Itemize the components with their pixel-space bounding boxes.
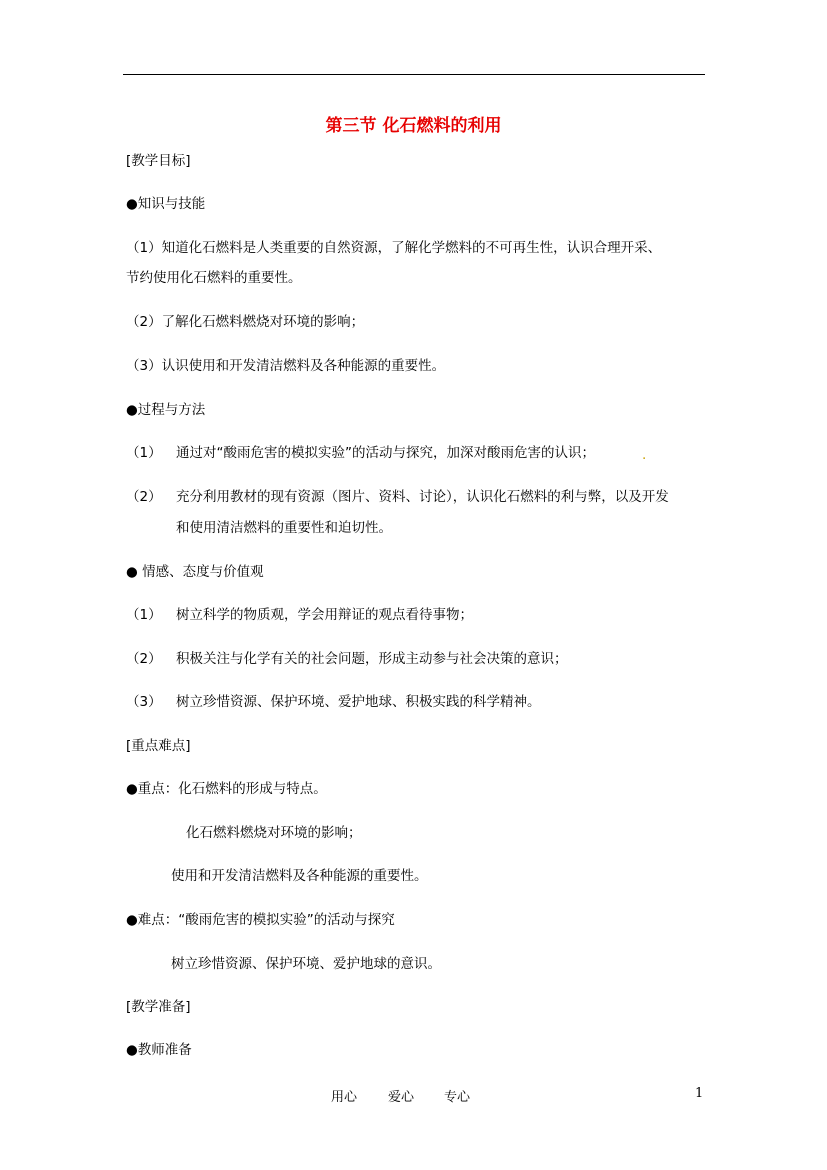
subheading-teacher-preparation: ●教师准备: [126, 1042, 192, 1058]
paragraph-line: （1）知道化石燃料是人类重要的自然资源，了解化学燃料的不可再生性，认识合理开采、: [126, 240, 662, 256]
section-heading-key-points: [重点难点]: [126, 738, 191, 754]
list-item: 树立科学的物质观，学会用辩证的观点看待事物；: [176, 607, 473, 623]
key-point-line: ●重点：化石燃料的形成与特点。: [126, 781, 327, 797]
footer-text: 专心: [444, 1090, 471, 1105]
subheading-process-methods: ●过程与方法: [126, 402, 206, 418]
list-item: 通过对“酸雨危害的模拟实验”的活动与探究，加深对酸雨危害的认识；: [176, 445, 595, 461]
list-item-continuation: 和使用清洁燃料的重要性和迫切性。: [176, 520, 392, 536]
paragraph-line: 节约使用化石燃料的重要性。: [126, 270, 302, 286]
footer-text: 爱心: [388, 1090, 415, 1105]
subheading-knowledge-skills: ●知识与技能: [126, 196, 206, 212]
list-item: 充分利用教材的现有资源（图片、资料、讨论），认识化石燃料的利与弊，以及开发: [176, 489, 669, 505]
list-marker: （1）: [126, 607, 162, 623]
page-title: 第三节 化石燃料的利用: [325, 116, 502, 136]
header-rule: [123, 74, 705, 75]
section-heading-preparation: [教学准备]: [126, 999, 191, 1015]
subheading-emotion-values: ● 情感、态度与价值观: [126, 564, 264, 580]
key-point-line: 化石燃料燃烧对环境的影响；: [186, 825, 362, 841]
difficulty-line: 树立珍惜资源、保护环境、爱护地球的意识。: [171, 956, 441, 972]
section-heading-objectives: [教学目标]: [126, 153, 191, 169]
paragraph-line: （3）认识使用和开发清洁燃料及各种能源的重要性。: [126, 358, 446, 374]
list-item: 积极关注与化学有关的社会问题，形成主动参与社会决策的意识；: [176, 651, 568, 667]
list-marker: （3）: [126, 694, 162, 710]
list-marker: （2）: [126, 489, 162, 505]
stray-mark: .: [642, 447, 647, 463]
footer-text: 用心: [331, 1090, 358, 1105]
list-marker: （2）: [126, 651, 162, 667]
difficulty-line: ●难点：“酸雨危害的模拟实验”的活动与探究: [126, 912, 395, 928]
key-point-line: 使用和开发清洁燃料及各种能源的重要性。: [171, 868, 428, 884]
list-marker: （1）: [126, 445, 162, 461]
page-number: 1: [695, 1086, 704, 1101]
paragraph-line: （2）了解化石燃料燃烧对环境的影响；: [126, 314, 365, 330]
list-item: 树立珍惜资源、保护环境、爱护地球、积极实践的科学精神。: [176, 694, 541, 710]
